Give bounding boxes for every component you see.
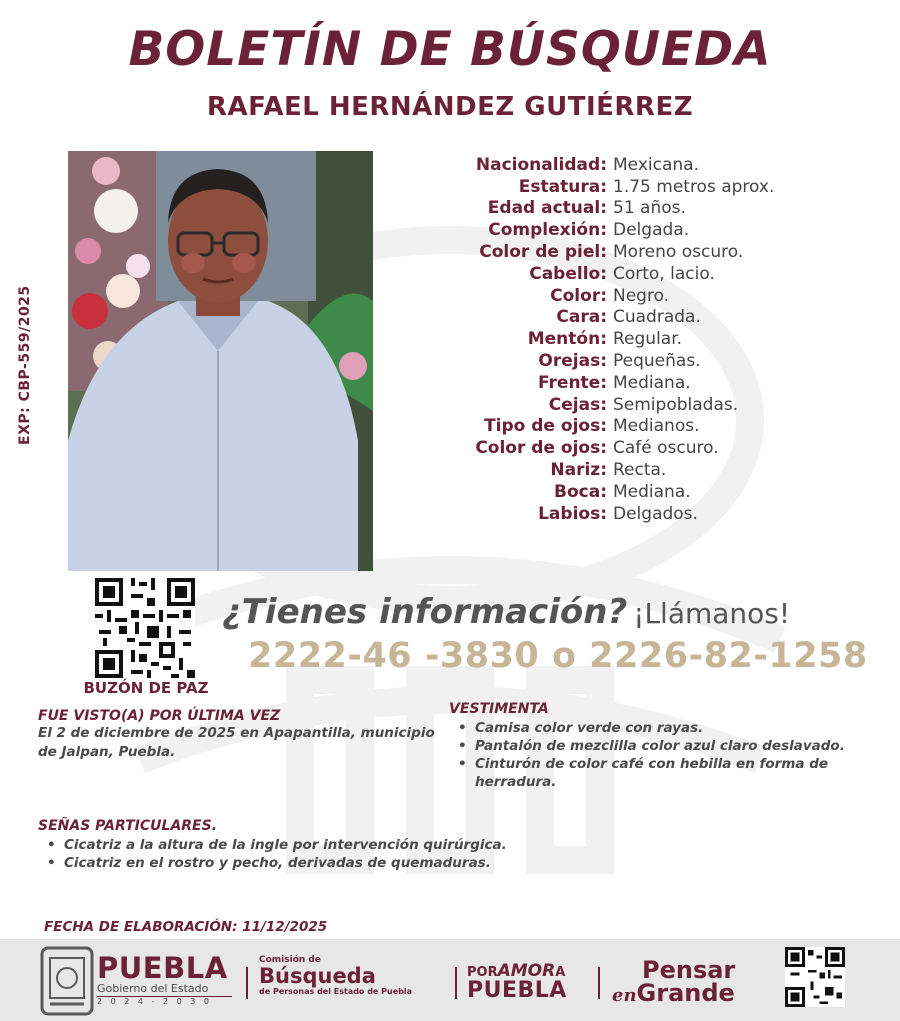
feature-label: Tipo de ojos: — [484, 416, 607, 437]
feature-row — [400, 285, 880, 307]
buzon-label: BUZÓN DE PAZ — [83, 679, 209, 697]
feature-value: Mediana. — [613, 481, 691, 502]
feature-value: Negro. — [613, 285, 670, 306]
feature-value: Mexicana. — [613, 154, 699, 175]
feature-row — [400, 394, 880, 416]
feature-value: Semipobladas. — [613, 394, 739, 415]
info-question: ¿Tienes información? — [222, 592, 628, 632]
feature-row — [400, 176, 880, 198]
feature-label: Estatura: — [518, 176, 607, 197]
feature-label: Labios: — [538, 503, 607, 524]
case-number: EXP: CBP-559/2025 — [17, 285, 33, 445]
footer-divider — [598, 967, 600, 999]
last-seen-section — [38, 708, 438, 762]
comision-line3: de Personas del Estado de Puebla — [259, 987, 412, 996]
feature-value: 51 años. — [613, 198, 686, 219]
comision-busqueda-logo — [259, 955, 444, 996]
en-word: en — [612, 985, 637, 1006]
feature-label: Complexión: — [488, 220, 607, 241]
clothing-item: • Camisa color verde con rayas. — [449, 719, 889, 737]
state-seal-icon — [40, 944, 94, 1018]
feature-label: Boca: — [554, 481, 607, 502]
footer-qr-code[interactable] — [785, 947, 845, 1007]
a-word: A — [555, 965, 566, 980]
feature-row — [400, 372, 880, 394]
pensar-en-grande-logo — [612, 958, 752, 1007]
feature-row — [400, 307, 880, 329]
physical-features — [400, 154, 880, 525]
por-puebla-word: PUEBLA — [467, 978, 567, 1003]
distinguishing-marks-section — [38, 818, 598, 872]
footer-divider — [246, 967, 248, 999]
feature-label: Cabello: — [529, 263, 607, 284]
marks-list — [38, 836, 598, 872]
feature-value: 1.75 metros aprox. — [613, 176, 775, 197]
clothing-title: VESTIMENTA — [449, 701, 549, 717]
feature-value: Delgada. — [613, 220, 690, 241]
feature-label: Color de ojos: — [475, 438, 607, 459]
feature-label: Color: — [550, 285, 607, 306]
feature-value: Cuadrada. — [613, 307, 701, 328]
feature-label: Color de piel: — [479, 242, 607, 263]
feature-row — [400, 481, 880, 503]
feature-row — [400, 328, 880, 350]
clothing-item: • Pantalón de mezclilla color azul claro deslavado. — [449, 737, 889, 755]
feature-value: Recta. — [613, 460, 667, 481]
feature-row — [400, 437, 880, 459]
feature-value: Café oscuro. — [613, 438, 719, 459]
feature-label: Orejas: — [538, 351, 607, 372]
feature-label: Edad actual: — [487, 198, 607, 219]
feature-label: Frente: — [538, 372, 607, 393]
feature-row — [400, 459, 880, 481]
comision-line1: Comisión de — [259, 955, 321, 965]
last-seen-text: El 2 de diciembre de 2025 en Apapantilla, municipio de Jalpan, Puebla. — [38, 725, 435, 760]
feature-row — [400, 416, 880, 438]
phone-numbers[interactable]: 2222-46 -3830 o 2226-82-1258 — [248, 636, 868, 676]
feature-value: Delgados. — [613, 503, 698, 524]
gobierno-text: Gobierno del Estado — [97, 982, 209, 995]
amor-word: AMOR — [497, 961, 556, 981]
clothing-list — [449, 719, 889, 791]
clothing-item: • Cinturón de color café con hebilla en forma de herradura. — [449, 755, 889, 791]
feature-label: Cejas: — [548, 394, 607, 415]
mark-item: • Cicatriz en el rostro y pecho, derivadas de quemaduras. — [38, 854, 598, 872]
feature-label: Nacionalidad: — [475, 154, 607, 175]
government-years: 2 0 2 4 - 2 0 3 0 — [97, 996, 232, 1006]
bulletin-title: BOLETÍN DE BÚSQUEDA — [128, 22, 772, 77]
marks-title: SEÑAS PARTICULARES. — [38, 818, 218, 834]
feature-row — [400, 198, 880, 220]
clothing-section — [449, 701, 889, 791]
footer-divider — [455, 967, 457, 999]
mark-item: • Cicatriz a la altura de la ingle por intervención quirúrgica. — [38, 836, 598, 854]
feature-label: Cara: — [556, 307, 607, 328]
comision-line2: Búsqueda — [259, 964, 376, 988]
feature-label: Mentón: — [527, 329, 607, 350]
missing-person-name: RAFAEL HERNÁNDEZ GUTIÉRREZ — [206, 92, 694, 122]
por-word: POR — [467, 965, 498, 980]
feature-value: Mediana. — [613, 372, 691, 393]
feature-value: Medianos. — [613, 416, 700, 437]
puebla-government-logo — [97, 951, 232, 1006]
pensar-word: Pensar — [642, 956, 736, 984]
feature-row — [400, 503, 880, 525]
por-amor-puebla-logo — [467, 961, 587, 1001]
en-grande-text — [612, 979, 752, 1007]
feature-row — [400, 154, 880, 176]
feature-row — [400, 263, 880, 285]
feature-value: Regular. — [613, 329, 683, 350]
feature-value: Corto, lacio. — [613, 263, 715, 284]
puebla-word: PUEBLA — [97, 951, 228, 985]
feature-value: Pequeñas. — [613, 351, 701, 372]
grande-word: Grande — [636, 979, 735, 1007]
feature-value: Moreno oscuro. — [613, 242, 744, 263]
feature-label: Nariz: — [550, 460, 607, 481]
person-photo — [68, 151, 373, 571]
call-us-text: ¡Llámanos! — [633, 597, 791, 630]
qr-code[interactable] — [95, 578, 195, 678]
feature-row — [400, 241, 880, 263]
feature-row — [400, 350, 880, 372]
feature-row — [400, 219, 880, 241]
last-seen-title: FUE VISTO(A) POR ÚLTIMA VEZ — [38, 708, 281, 724]
info-question-line — [222, 592, 892, 632]
elaboration-date: FECHA DE ELABORACIÓN: 11/12/2025 — [44, 919, 328, 935]
